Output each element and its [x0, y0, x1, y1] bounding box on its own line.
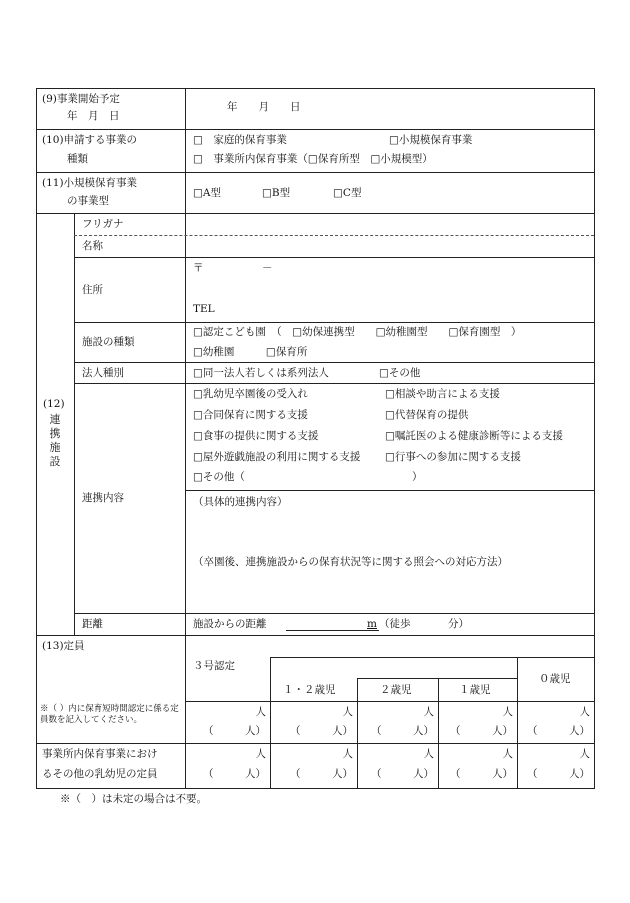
postal-mark: 〒	[193, 262, 204, 274]
minutes-label: 分）	[448, 618, 469, 630]
age-2-header: ２歳児	[380, 684, 412, 696]
cap-age12-short[interactable]: （ 人）	[290, 725, 353, 737]
cap-cert3-short[interactable]: （ 人）	[203, 725, 266, 737]
capacity-label: (13)定員	[42, 640, 85, 652]
other-age2-person[interactable]: 人	[423, 748, 434, 760]
specific-content-label: （具体的連携内容）	[193, 496, 288, 508]
cap-age12-person[interactable]: 人	[342, 706, 353, 718]
coop-option-other-close: ）	[412, 471, 423, 483]
inquiry-method-label: （卒園後、連携施設からの保育状況等に関する照会への対応方法）	[193, 556, 508, 568]
partner-facility-number: (12)	[43, 398, 65, 410]
option-type-c[interactable]: □C型	[333, 187, 362, 199]
cap-age2-person[interactable]: 人	[423, 706, 434, 718]
cap-age2-short[interactable]: （ 人）	[371, 725, 434, 737]
cap-age0-person[interactable]: 人	[579, 706, 590, 718]
name-label: 名称	[82, 240, 103, 252]
coop-option-2[interactable]: □相談や助言による支援	[385, 388, 500, 400]
age-1-header: １歳児	[459, 684, 491, 696]
capacity-note: ※（ ）内に保育短時間認定に係る定員数を記入してください。	[40, 704, 179, 725]
start-date-label: (9)事業開始予定	[42, 93, 120, 105]
row-separator	[74, 322, 595, 323]
facility-type-options-1[interactable]: □認定こども園 （ □幼保連携型 □幼稚園型 □保育園型 ）	[193, 326, 522, 338]
other-cert3-person[interactable]: 人	[255, 748, 266, 760]
other-age12-short[interactable]: （ 人）	[290, 768, 353, 780]
coop-option-other[interactable]: □その他（	[193, 471, 245, 483]
other-infants-label-sub: るその他の乳幼児の定員	[42, 768, 158, 780]
row-separator	[74, 383, 595, 384]
facility-type-options-2[interactable]: □幼稚園 □保育所	[193, 346, 308, 358]
business-type-label-sub: 種類	[67, 153, 88, 165]
cert3-header: ３号認定	[193, 660, 235, 672]
small-scale-type-label-sub: の事業型	[67, 195, 109, 207]
tel-label: TEL	[193, 303, 215, 315]
row-separator	[74, 257, 595, 258]
row-separator	[74, 362, 595, 363]
cap-age0-short[interactable]: （ 人）	[527, 725, 590, 737]
corp-option-other[interactable]: □その他	[379, 367, 421, 379]
row-separator	[36, 743, 595, 744]
coop-option-5[interactable]: □食事の提供に関する支援	[193, 430, 319, 442]
walking-label: （徒歩	[379, 618, 411, 630]
cap-age1-short[interactable]: （ 人）	[450, 725, 513, 737]
section12-inner-divider	[74, 213, 75, 635]
other-age2-short[interactable]: （ 人）	[371, 768, 434, 780]
furigana-dashed-separator	[74, 235, 594, 236]
corporation-type-label: 法人種別	[82, 367, 124, 379]
corp-option-same[interactable]: □同一法人若しくは系列法人	[193, 367, 329, 379]
age-0-header: ０歳児	[539, 673, 571, 685]
coop-option-6[interactable]: □嘱託医のよる健康診断等による支援	[385, 430, 563, 442]
other-age1-short[interactable]: （ 人）	[450, 768, 513, 780]
partner-facility-vertical-label: 連携施設	[49, 413, 61, 468]
coop-option-1[interactable]: □乳幼児卒園後の受入れ	[193, 388, 308, 400]
coop-option-3[interactable]: □合同保育に関する支援	[193, 409, 308, 421]
row-separator	[36, 213, 595, 214]
distance-unit: m	[367, 618, 377, 630]
other-cert3-short[interactable]: （ 人）	[203, 768, 266, 780]
coop-option-4[interactable]: □代替保育の提供	[385, 409, 469, 421]
label-column-divider	[185, 88, 186, 789]
cert3-header-line	[270, 657, 595, 658]
start-date-value[interactable]: 年 月 日	[227, 101, 301, 113]
furigana-label: フリガナ	[82, 218, 124, 230]
row-separator	[36, 172, 595, 173]
cap-age1-person[interactable]: 人	[502, 706, 513, 718]
other-age0-short[interactable]: （ 人）	[527, 768, 590, 780]
distance-label: 距離	[82, 618, 103, 630]
other-age0-person[interactable]: 人	[579, 748, 590, 760]
footnote: ※（ ）は未定の場合は不要。	[60, 793, 207, 805]
age-1-2-header: １・２歳児	[283, 684, 336, 696]
coop-option-7[interactable]: □屋外遊戯施設の利用に関する支援	[193, 451, 361, 463]
facility-type-label: 施設の種類	[82, 336, 135, 348]
table-border-right	[594, 88, 595, 789]
table-border-bottom	[36, 788, 595, 789]
cooperation-content-label: 連携内容	[82, 492, 124, 504]
distance-input-underline[interactable]	[286, 630, 379, 631]
other-infants-label: 事業所内保育事業におけ	[42, 748, 158, 760]
other-age12-person[interactable]: 人	[342, 748, 353, 760]
capacity-header-bottom	[185, 701, 595, 702]
option-small-scale-daycare[interactable]: □小規模保育事業	[389, 134, 473, 146]
business-type-label: (10)申請する事業の	[42, 134, 138, 146]
option-workplace-daycare[interactable]: □ 事業所内保育事業（□保育所型 □小規模型）	[193, 153, 433, 165]
content-inner-separator	[185, 490, 595, 491]
option-type-b[interactable]: □B型	[262, 187, 291, 199]
other-age1-person[interactable]: 人	[502, 748, 513, 760]
table-border-top	[36, 88, 595, 89]
address-label: 住所	[82, 284, 103, 296]
small-scale-type-label: (11)小規模保育事業	[42, 177, 138, 189]
age-header-line	[357, 678, 517, 679]
row-separator	[74, 613, 595, 614]
cap-cert3-person[interactable]: 人	[255, 706, 266, 718]
row-separator	[36, 129, 595, 130]
coop-option-8[interactable]: □行事への参加に関する支援	[385, 451, 521, 463]
option-type-a[interactable]: □A型	[193, 187, 222, 199]
distance-from-facility-label: 施設からの距離	[193, 618, 267, 630]
row-separator	[36, 635, 595, 636]
table-border-left	[36, 88, 37, 789]
option-family-daycare[interactable]: □ 家庭的保育事業	[193, 134, 287, 146]
start-date-label-sub: 年 月 日	[67, 110, 120, 122]
postal-dash: －	[262, 262, 273, 274]
